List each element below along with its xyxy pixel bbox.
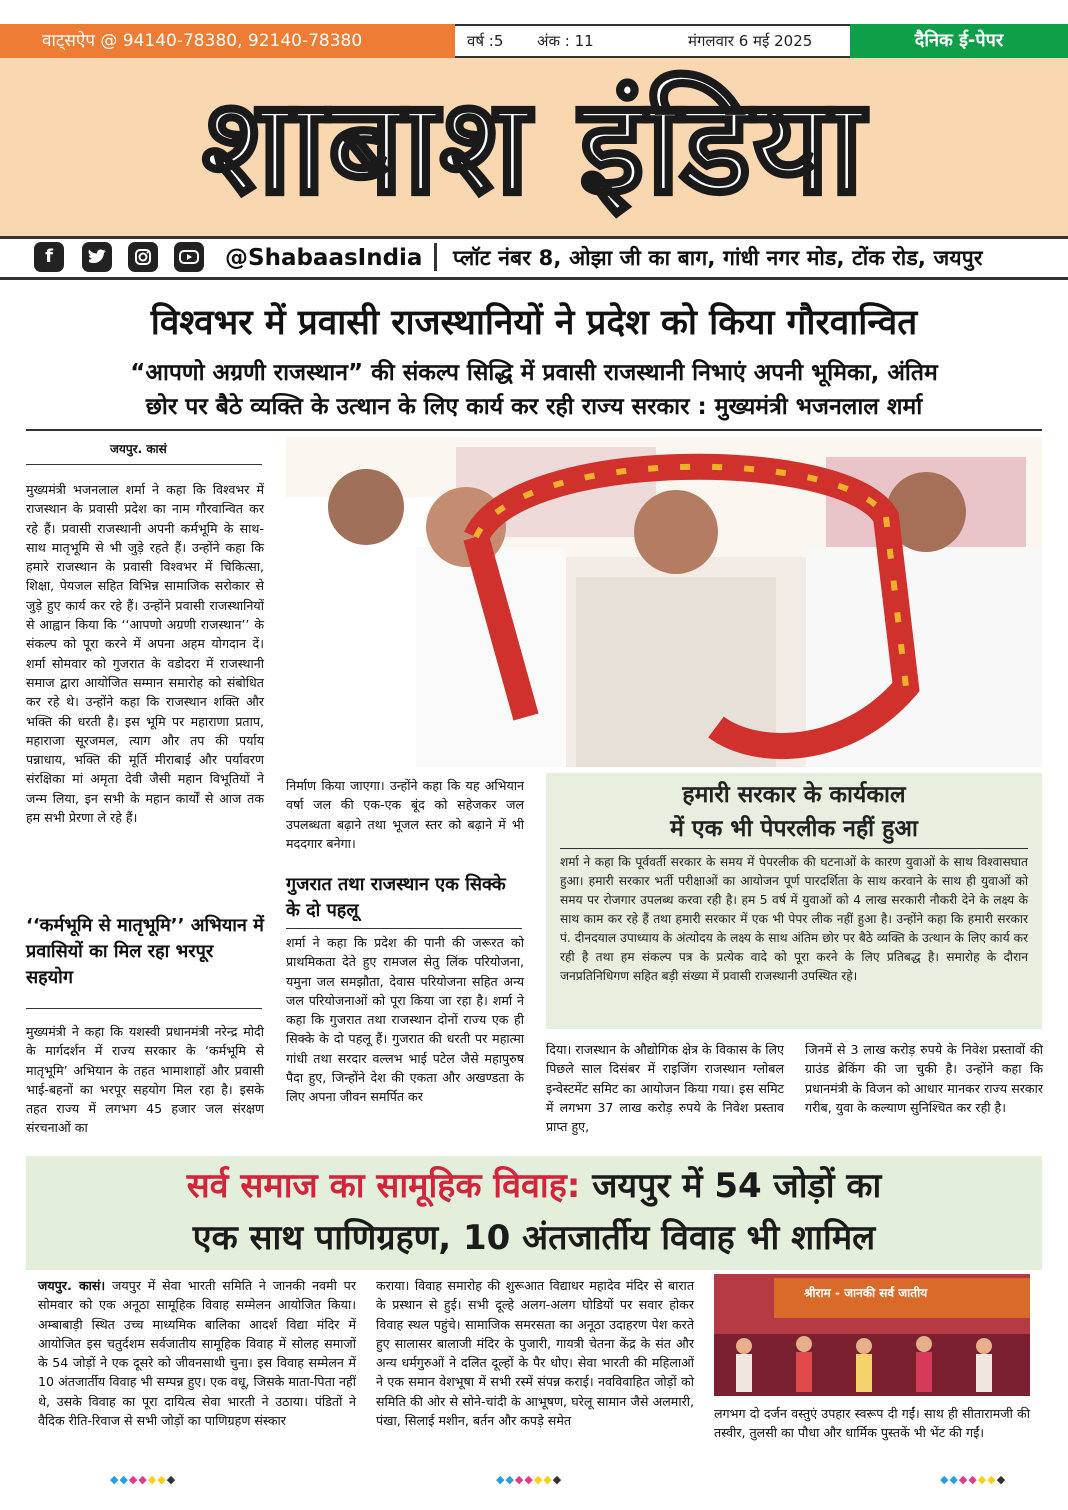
byline: जयपुर. कासं [110, 442, 167, 456]
story2-col1-text: जयपुर में सेवा भारती समिति ने जानकी नवमी पर सोमवार को एक अनूठा सामूहिक विवाह सम्मेलन आयोजित किया। अम्बाबाड़ी स्थित उच्च माध्यमिक बालिका आदर्श विद्या मंदिर में आयोजित इस चतुर्दशम सर्वजातीय सामूहिक विवाह में सोलह समाजों के 54 जोड़ों ने एक दूसरे को जीवनसाथी चुना। इस विवाह सम्मेलन में 10 अंतजार्तीय विवाह भी सम्पन्न हुए। एक वधू, जिसके माता-पिता नहीं थे, उसके विवाह का पूरा दायित्व सेवा भारती ने उठाया। पंडितों ने वैदिक रीति-रिवाज से सभी जोड़ों का पाणिग्रहण संस्कार [38, 1278, 356, 1429]
story2-headline-line-2: एक साथ पाणिग्रहण, 10 अंतजार्तीय विवाह भी शामिल [192, 1218, 876, 1258]
story2-column-1 [38, 1276, 356, 1430]
date-label: मंगलवार 6 मई 2025 [688, 32, 813, 50]
twitter-icon[interactable] [82, 242, 112, 272]
wedding-photo [714, 1274, 1030, 1396]
highlight-box-text: शर्मा ने कहा कि पूर्ववर्ती सरकार के समय में पेपरलीक की घटनाओं के कारण युवाओं के साथ विश्वासघात हुआ। हमारी सरकार भर्ती परीक्षाओं का आयोजन पूर्ण पारदर्शिता के साथ करवाने के साथ ही युवाओं को समय पर रोजगार उपलब्ध करवा रही है। हम 5 वर्ष में युवाओं को 4 लाख सरकारी नौकरी देने के लक्ष्य के साथ काम कर रहे हैं तथा हमारी सरकार में एक भी पेपर लीक नहीं हुआ है। उन्होंने कहा कि हमारी सरकार पं. दीनदयाल उपाध्याय के अंत्योदय के लक्ष्य के साथ अंतिम छोर पर बैठे व्यक्ति के उत्थान के लिए कार्य कर रही है तथा हम संकल्प पत्र के प्रत्येक वादे को पूरा करने के लिए प्रतिबद्ध है। समारोह के दौरान जनप्रतिनिधिगण सहित बड़ी संख्या में प्रवासी राजस्थानी उपस्थित रहे। [560, 855, 1028, 983]
article-column-1-continued: मुख्यमंत्री ने कहा कि यशस्वी प्रधानमंत्री नरेन्द्र मोदी के मार्गदर्शन में राज्य सरकार के ‘कर्मभूमि से मातृभूमि’ अभियान के तहत भामाशाहों और प्रवासी भाई-बहनों का भरपूर सहयोग मिल रहा है। इसके तहत राज्य में लगभग 45 हजार जल संरक्षण संरचनाओं का [26, 1024, 264, 1136]
year-label: वर्ष :5 [467, 32, 504, 50]
lead-photo [286, 437, 1042, 767]
story2-headline-rest: जयपुर में 54 जोड़ों का [580, 1166, 882, 1206]
highlight-box-title [546, 778, 1042, 846]
main-subheadline [20, 356, 1048, 424]
instagram-icon[interactable] [128, 242, 158, 272]
article-column-3: दिया। राजस्थान के औद्योगिक क्षेत्र के विकास के लिए पिछले साल दिसंबर में राइजिंग राजस्थान ग्लोबल इन्वेस्टमेंट समिट का आयोजन किया गया। इस समिट में लगभग 37 लाख करोड़ रुपये के निवेश प्रस्ताव प्राप्त हुए, [546, 1042, 784, 1135]
youtube-icon[interactable] [174, 242, 204, 272]
article-column-2: निर्माण किया जाएगा। उन्होंने कहा कि यह अभियान वर्षा जल की एक-एक बूंद को सहेजकर जल उपलब्धता बढ़ाने तथा भूजल स्तर को बढ़ाने में भी मददगार बनेगा। [286, 778, 524, 851]
highlight-title-line-2: में एक भी पेपरलीक नहीं हुआ [670, 816, 918, 842]
print-marks: ◆◆◆◆◆◆◆ [496, 1473, 563, 1486]
edition-label: दैनिक ई-पेपर [850, 24, 1068, 58]
main-headline: विश्वभर में प्रवासी राजस्थानियों ने प्रदेश को किया गौरवान्वित [150, 303, 918, 343]
divider [560, 848, 1028, 849]
subheadline-line-2: छोर पर बैठे व्यक्ति के उत्थान के लिए कार्य कर रही राज्य सरकार : मुख्यमंत्री भजनलाल शर्मा [145, 394, 923, 420]
divider [26, 1008, 262, 1009]
article-subhead: ‘‘कर्मभूमि से मातृभूमि’’ अभियान में प्रवासियों का मिल रहा भरपूर सहयोग [26, 915, 264, 988]
story2-headline-line-1 [26, 1160, 1042, 1212]
photo-banner-text: श्रीराम - जानकी सर्व जातीय [804, 1286, 928, 1300]
article-column-4: जिनमें से 3 लाख करोड़ रुपये के निवेश प्रस्तावों की ग्राउंड ब्रेकिंग की जा चुकी है। उन्होंने कहा कि प्रधानमंत्री के विजन को आधार मानकर राज्य सरकार गरीब, युवा के कल्याण सुनिश्चित कर रही है। [805, 1042, 1043, 1115]
article-subhead: गुजरात तथा राजस्थान एक सिक्के के दो पहलू [286, 874, 506, 921]
print-marks: ◆◆◆◆◆◆◆ [940, 1473, 1007, 1486]
divider [434, 243, 437, 271]
whatsapp-contact: वाट्सऐप @ 94140-78380, 92140-78380 [0, 24, 455, 58]
newspaper-title: शाबाश इंडिया [202, 70, 866, 224]
highlight-title-line-1: हमारी सरकार के कार्यकाल [682, 782, 906, 808]
story2-headline-highlight: सर्व समाज का सामूहिक विवाह: [186, 1166, 581, 1206]
divider [286, 928, 522, 929]
facebook-icon[interactable]: f [34, 242, 64, 272]
issue-label: अंक : 11 [537, 32, 594, 50]
divider [26, 464, 262, 465]
story2-byline: जयपुर. कासं। [38, 1278, 106, 1293]
story2-column-3: लगभग दो दर्जन वस्तुएं उपहार स्वरूप दी गईं। साथ ही सीतारामजी की तस्वीर, तुलसी का पौधा और धार्मिक पुस्तकें भी भेंट की गईं। [714, 1406, 1030, 1441]
divider [26, 429, 1042, 431]
article-column-2-continued: शर्मा ने कहा कि प्रदेश की पानी की जरूरत को प्राथमिकता देते हुए रामजल सेतु लिंक परियोजना, यमुना जल समझौता, देवास परियोजना सहित अन्य जल परियोजनाओं को पूरा किया जा रहा है। शर्मा ने कहा कि गुजरात तथा राजस्थान दोनों राज्य एक ही सिक्के के दो पहलू हैं। गुजरात की धरती पर महात्मा गांधी तथा सरदार वल्लभ भाई पटेल जैसे महापुरुष पैदा हुए, जिन्होंने देश की एकता और अखण्डता के लिए अपना जीवन समर्पित कर [286, 935, 524, 1105]
office-address: प्लॉट नंबर 8, ओझा जी का बाग, गांधी नगर मोड, टोंक रोड, जयपुर [453, 246, 983, 270]
story2-headline [26, 1160, 1042, 1264]
issue-info [455, 24, 850, 58]
story2-column-2: कराया। विवाह समारोह की शुरूआत विद्याधर महादेव मंदिर से बारात के प्रस्थान से हुई। सभी दूल्हे अलग-अलग घोडियों पर सवार होकर विवाह स्थल पहुंचे। सामाजिक समरसता का अनूठा उदाहरण पेश करते हुए सालासर बालाजी मंदिर के पुजारी, गायत्री चेतना केंद्र के संत और अन्य धर्मगुरुओं ने दलित दूल्हों के पैर धोए। सेवा भारती की महिलाओं ने एक समान वेशभूषा में सभी रस्में संपन्न कराई। नवविवाहित जोड़ों को समिति की ओर से सोने-चांदी के आभूषण, घरेलू सामान जैसे अलमारी, पंखा, सिलाई मशीन, बर्तन और कपड़े समेत [376, 1278, 694, 1429]
print-marks: ◆◆◆◆◆◆◆ [110, 1473, 177, 1486]
article-column-1: मुख्यमंत्री भजनलाल शर्मा ने कहा कि विश्वभर में राजस्थान के प्रवासी प्रदेश का नाम गौरवान्वित कर रहे हैं। प्रवासी राजस्थानी अपनी कर्मभूमि के साथ-साथ मातृभूमि से भी जुड़े रहते हैं। उन्होंने कहा कि हमारे राजस्थान के प्रवासी विश्वभर में चिकित्सा, शिक्षा, पेयजल सहित विभिन्न सामाजिक सरोकार से जुड़े हुए कार्य कर रहे हैं। उन्होंने प्रवासी राजस्थानियों से आह्वान किया कि ‘‘आपणो अग्रणी राजस्थान’’ के संकल्प को पूरा करने में अपना अहम योगदान दें। शर्मा सोमवार को गुजरात के वडोदरा में राजस्थानी समाज द्वारा आयोजित सम्मान समारोह को संबोधित कर रहे थे। उन्होंने कहा कि राजस्थान शक्ति और भक्ति की धरती है। इस भूमि पर महाराणा प्रताप, महाराजा सूरजमल, त्याग और तप की पर्याय पन्नाधाय, भक्ति की मूर्ति मीराबाई और पर्यावरण संरक्षिका मां अमृता देवी जैसी महान विभूतियों ने जन्म लिया, इन सभी के महान कार्यों से आज तक हम सभी प्रेरणा ले रहे हैं। [26, 482, 264, 826]
social-handle[interactable]: @ShabaasIndia [225, 245, 423, 271]
subheadline-line-1: “आपणो अग्रणी राजस्थान” की संकल्प सिद्धि में प्रवासी राजस्थानी निभाएं अपनी भूमिका, अंतिम [130, 360, 938, 386]
